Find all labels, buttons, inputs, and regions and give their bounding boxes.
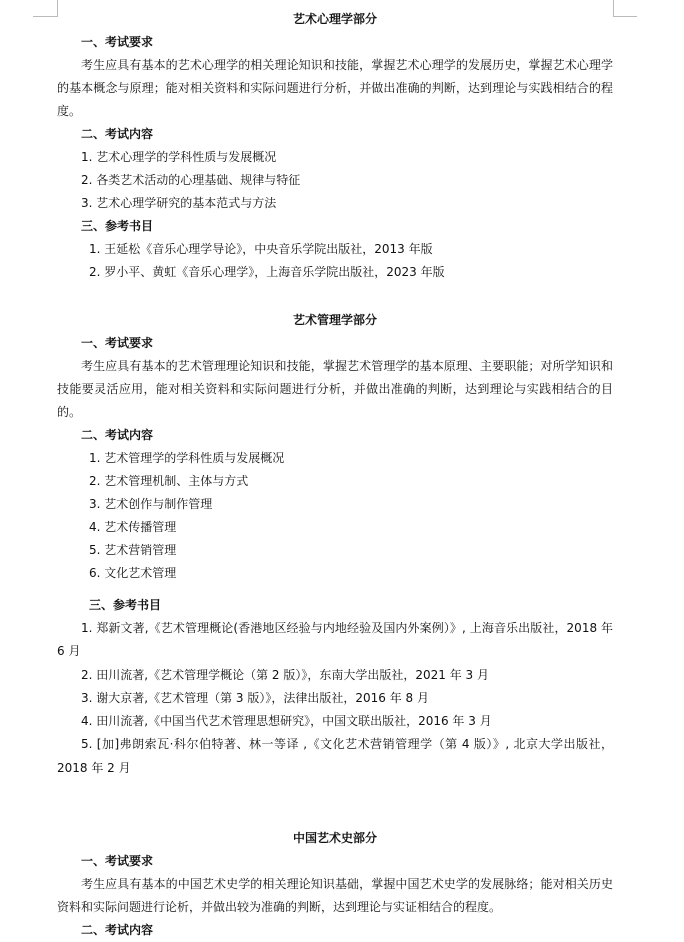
requirements-paragraph: 考生应具有基本的艺术心理学的相关理论知识和技能，掌握艺术心理学的发展历史，掌握艺术心理学的基本概念与原理；能对相关资料和实际问题进行分析，并做出准确的判断，达到理论与实践相结合的程度。	[57, 58, 613, 118]
content-item: 2. 各类艺术活动的心理基础、规律与特征	[81, 173, 301, 187]
reference-item: 4. 田川流著,《中国当代艺术管理思想研究》，中国文联出版社，2016 年 3 月	[81, 714, 492, 729]
section-title: 中国艺术史部分	[292, 831, 377, 846]
corner-mark-left-h	[33, 16, 57, 17]
content-item: 2. 艺术管理机制、主体与方式	[89, 474, 249, 488]
document-page	[57, 8, 613, 942]
reference-item: 2. 田川流著,《艺术管理学概论（第 2 版）》，东南大学出版社，2021 年 3 月	[81, 667, 489, 682]
requirements-paragraph: 考生应具有基本的中国艺术史学的相关理论知识基础，掌握中国艺术史学的发展脉络；能对相关历史资料和实际问题进行论析，并做出较为准确的判断，达到理论与实证相结合的程度。	[57, 877, 613, 915]
section-art-psychology	[57, 8, 613, 284]
reference-item: 1. 郑新文著,《艺术管理概论(香港地区经验与内地经验及国内外案例）》, 上海音乐出版社，2018 年 6 月	[57, 621, 613, 659]
section-title: 艺术管理学部分	[292, 313, 377, 327]
content-item: 6. 文化艺术管理	[89, 566, 177, 580]
heading-requirements: 一、考试要求	[81, 854, 154, 869]
reference-item: 1. 王延松《音乐心理学导论》，中央音乐学院出版社，2013 年版	[89, 242, 433, 256]
requirements-paragraph: 考生应具有基本的艺术管理理论知识和技能，掌握艺术管理学的基本原理、主要职能；对所学知识和技能要灵活应用，能对相关资料和实际问题进行分析，并做出准确的判断，达到理论与实践相结合的目的。	[57, 359, 613, 419]
content-item: 3. 艺术心理学研究的基本范式与方法	[81, 196, 277, 210]
heading-references: 三、参考书目	[89, 598, 162, 612]
corner-mark-right-h	[613, 16, 637, 17]
section-chinese-art-history	[57, 827, 613, 942]
section-art-management	[57, 309, 613, 780]
content-item: 5. 艺术营销管理	[89, 543, 177, 557]
section-title: 艺术心理学部分	[292, 12, 377, 26]
content-item: 3. 艺术创作与制作管理	[89, 497, 213, 511]
heading-references: 三、参考书目	[81, 219, 154, 233]
heading-requirements: 一、考试要求	[81, 336, 154, 350]
heading-content: 二、考试内容	[81, 127, 154, 141]
content-item: 4. 艺术传播管理	[89, 520, 177, 534]
reference-item: 3. 谢大京著,《艺术管理（第 3 版）》，法律出版社，2016 年 8 月	[81, 690, 429, 705]
heading-requirements: 一、考试要求	[81, 35, 154, 49]
reference-item: 5. [加]弗朗索瓦·科尔伯特著、林一等译 ,《文化艺术营销管理学（第 4 版）》, 北京大学出版社，2018 年 2 月	[57, 737, 613, 775]
heading-content: 二、考试内容	[81, 428, 154, 442]
reference-item: 2. 罗小平、黄虹《音乐心理学》，上海音乐学院出版社，2023 年版	[89, 265, 445, 279]
content-item: 1. 艺术心理学的学科性质与发展概况	[81, 150, 277, 164]
content-item: 1. 艺术管理学的学科性质与发展概况	[89, 451, 285, 465]
corner-mark-right-v	[613, 0, 614, 17]
heading-content: 二、考试内容	[81, 923, 154, 938]
